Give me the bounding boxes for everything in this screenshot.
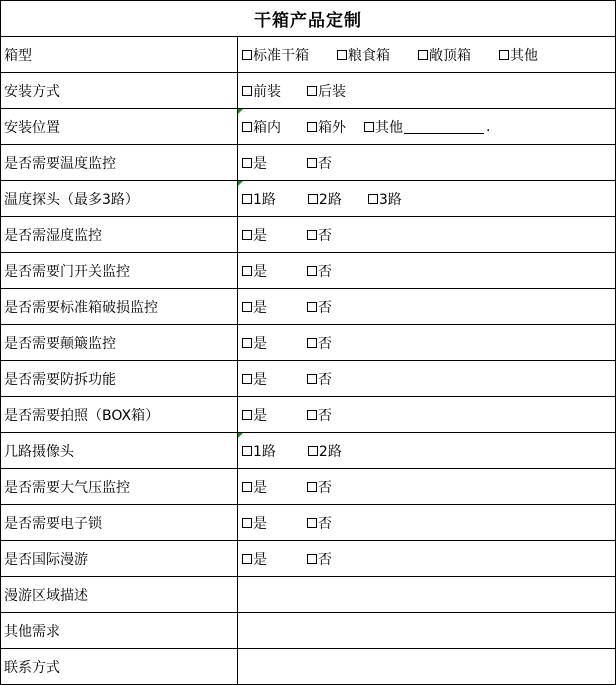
- row-label: 是否需要电子锁: [1, 505, 238, 540]
- row-options: [238, 289, 615, 324]
- checkbox-option[interactable]: 是: [242, 369, 267, 389]
- checkbox-icon[interactable]: [242, 122, 252, 132]
- checkbox-icon[interactable]: [307, 266, 317, 276]
- checkbox-option[interactable]: 其他: [499, 45, 538, 65]
- row-options: [238, 73, 615, 108]
- checkbox-option[interactable]: 否: [307, 549, 332, 569]
- row-options: [238, 37, 615, 72]
- row-label: 联系方式: [1, 649, 238, 685]
- row-label: 安装位置: [1, 109, 238, 144]
- row-options: [238, 217, 615, 252]
- trailing-text: .: [486, 118, 491, 135]
- row-damage-monitor: [1, 289, 615, 325]
- checkbox-option[interactable]: 否: [307, 261, 332, 281]
- row-options: [238, 505, 615, 540]
- row-options: [238, 145, 615, 180]
- checkbox-option[interactable]: 1路: [242, 189, 276, 209]
- checkbox-icon[interactable]: [242, 158, 252, 168]
- checkbox-icon[interactable]: [368, 194, 378, 204]
- checkbox-option[interactable]: 箱外: [307, 117, 346, 137]
- checkbox-option[interactable]: 是: [242, 513, 267, 533]
- row-label: 是否需湿度监控: [1, 217, 238, 252]
- checkbox-icon[interactable]: [242, 446, 252, 456]
- checkbox-icon[interactable]: [307, 482, 317, 492]
- checkbox-icon[interactable]: [307, 410, 317, 420]
- checkbox-icon[interactable]: [307, 122, 317, 132]
- row-options: [238, 253, 615, 288]
- checkbox-icon[interactable]: [242, 50, 252, 60]
- checkbox-icon[interactable]: [242, 518, 252, 528]
- row-options: [238, 361, 615, 396]
- row-label: 是否需要拍照（BOX箱）: [1, 397, 238, 432]
- row-options: [238, 181, 615, 216]
- cell-comment-marker: [238, 433, 243, 438]
- checkbox-option[interactable]: 粮食箱: [337, 45, 390, 65]
- row-options: [238, 469, 615, 504]
- row-label: 是否需要标准箱破损监控: [1, 289, 238, 324]
- checkbox-option[interactable]: 敞顶箱: [418, 45, 471, 65]
- checkbox-icon[interactable]: [418, 50, 428, 60]
- row-contact: [1, 649, 615, 685]
- row-label: 箱型: [1, 37, 238, 72]
- checkbox-option[interactable]: 是: [242, 477, 267, 497]
- cell-comment-marker: [238, 109, 243, 114]
- row-label: 温度探头（最多3路）: [1, 181, 238, 216]
- row-options: [238, 433, 615, 468]
- checkbox-option[interactable]: 是: [242, 297, 267, 317]
- checkbox-option[interactable]: 其他: [364, 117, 403, 137]
- checkbox-option[interactable]: 否: [307, 153, 332, 173]
- form-title: 干箱产品定制: [1, 0, 615, 37]
- checkbox-icon[interactable]: [242, 266, 252, 276]
- row-roaming-region: [1, 577, 615, 613]
- row-label: 是否需要大气压监控: [1, 469, 238, 504]
- checkbox-icon[interactable]: [308, 194, 318, 204]
- checkbox-icon[interactable]: [307, 554, 317, 564]
- checkbox-icon[interactable]: [307, 338, 317, 348]
- checkbox-option[interactable]: 标准干箱: [242, 45, 309, 65]
- checkbox-option[interactable]: 否: [307, 297, 332, 317]
- checkbox-icon[interactable]: [242, 374, 252, 384]
- row-label: 是否需要温度监控: [1, 145, 238, 180]
- checkbox-icon[interactable]: [307, 230, 317, 240]
- checkbox-icon[interactable]: [242, 338, 252, 348]
- row-options: [238, 325, 615, 360]
- checkbox-icon[interactable]: [242, 194, 252, 204]
- checkbox-option[interactable]: 是: [242, 333, 267, 353]
- fill-in-blank[interactable]: [404, 120, 484, 134]
- checkbox-icon[interactable]: [242, 554, 252, 564]
- text-entry-cell[interactable]: [238, 613, 615, 648]
- row-door-monitor: [1, 253, 615, 289]
- row-label: 是否需要防拆功能: [1, 361, 238, 396]
- row-label: 是否国际漫游: [1, 541, 238, 576]
- row-other-requirements: [1, 613, 615, 649]
- checkbox-option[interactable]: 箱内: [242, 117, 281, 137]
- checkbox-option[interactable]: 是: [242, 153, 267, 173]
- checkbox-option[interactable]: 1路: [242, 441, 276, 461]
- checkbox-option[interactable]: 否: [307, 333, 332, 353]
- checkbox-icon[interactable]: [337, 50, 347, 60]
- row-label: 安装方式: [1, 73, 238, 108]
- checkbox-option[interactable]: 否: [307, 477, 332, 497]
- checkbox-option[interactable]: 2路: [308, 441, 342, 461]
- checkbox-icon[interactable]: [242, 230, 252, 240]
- checkbox-icon[interactable]: [308, 446, 318, 456]
- row-temperature-monitor: [1, 145, 615, 181]
- row-label: 是否需要门开关监控: [1, 253, 238, 288]
- checkbox-icon[interactable]: [307, 518, 317, 528]
- checkbox-icon[interactable]: [242, 410, 252, 420]
- checkbox-icon[interactable]: [307, 86, 317, 96]
- checkbox-option[interactable]: 否: [307, 369, 332, 389]
- checkbox-option[interactable]: 2路: [308, 189, 342, 209]
- row-box-type: [1, 37, 615, 73]
- row-options: [238, 397, 615, 432]
- cell-comment-marker: [238, 181, 243, 186]
- checkbox-icon[interactable]: [499, 50, 509, 60]
- checkbox-option[interactable]: 否: [307, 405, 332, 425]
- checkbox-option[interactable]: 前装: [242, 81, 281, 101]
- checkbox-option[interactable]: 否: [307, 513, 332, 533]
- checkbox-icon[interactable]: [242, 302, 252, 312]
- checkbox-option[interactable]: 是: [242, 405, 267, 425]
- row-label: 其他需求: [1, 613, 238, 648]
- row-camera-count: [1, 433, 615, 469]
- row-electronic-lock: [1, 505, 615, 541]
- checkbox-icon[interactable]: [307, 158, 317, 168]
- row-options: [238, 109, 615, 144]
- checkbox-icon[interactable]: [242, 482, 252, 492]
- checkbox-option[interactable]: 是: [242, 261, 267, 281]
- row-install-method: [1, 73, 615, 109]
- row-roaming: [1, 541, 615, 577]
- row-options: [238, 541, 615, 576]
- checkbox-option[interactable]: 是: [242, 549, 267, 569]
- text-entry-cell[interactable]: [238, 577, 615, 612]
- checkbox-option[interactable]: 否: [307, 225, 332, 245]
- checkbox-option[interactable]: 是: [242, 225, 267, 245]
- checkbox-option[interactable]: 后装: [307, 81, 346, 101]
- checkbox-option[interactable]: 3路: [368, 189, 402, 209]
- row-temperature-probe: [1, 181, 615, 217]
- row-photo: [1, 397, 615, 433]
- row-tamper-proof: [1, 361, 615, 397]
- row-bump-monitor: [1, 325, 615, 361]
- row-pressure-monitor: [1, 469, 615, 505]
- checkbox-icon[interactable]: [307, 302, 317, 312]
- row-label: 几路摄像头: [1, 433, 238, 468]
- checkbox-icon[interactable]: [307, 374, 317, 384]
- row-humidity-monitor: [1, 217, 615, 253]
- row-install-position: [1, 109, 615, 145]
- checkbox-icon[interactable]: [364, 122, 374, 132]
- row-label: 是否需要颠簸监控: [1, 325, 238, 360]
- row-label: 漫游区域描述: [1, 577, 238, 612]
- checkbox-icon[interactable]: [242, 86, 252, 96]
- text-entry-cell[interactable]: [238, 649, 615, 685]
